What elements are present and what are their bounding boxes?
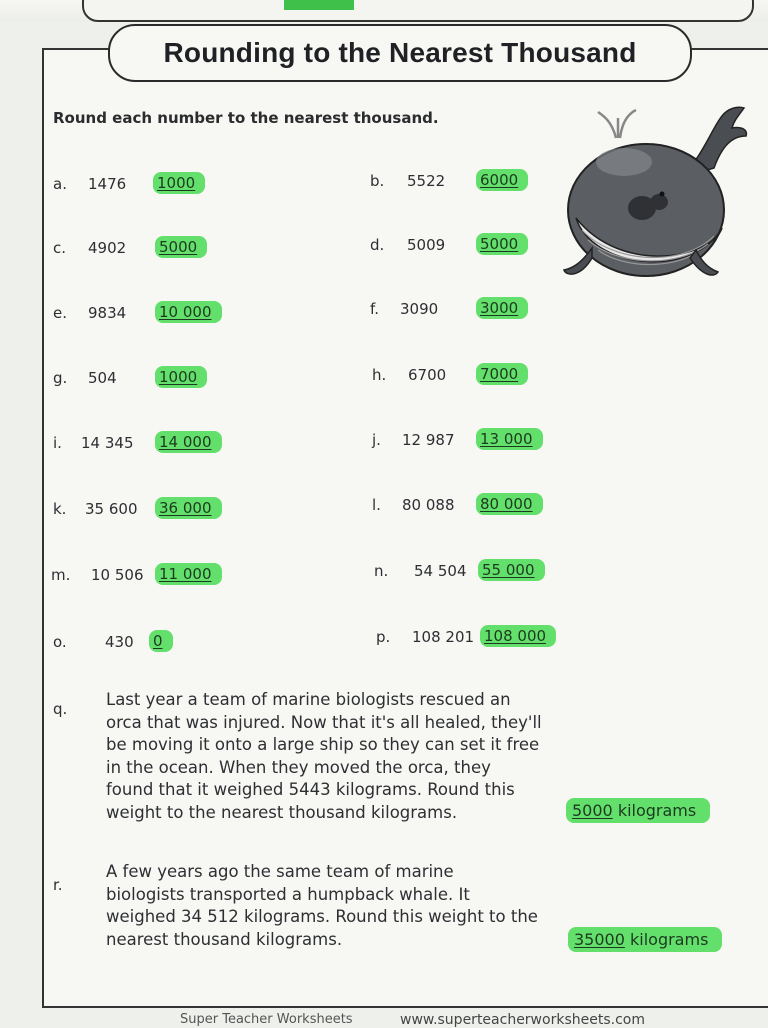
word-problem-letter: r. [53,876,63,894]
answer-unit: kilograms [617,801,697,820]
title-banner [108,24,692,82]
problem-number: 4902 [88,239,127,257]
text-line: found that it weighed 5443 kilograms. Round this [106,780,515,799]
flipped-page-banner [82,0,754,22]
problem-letter: p. [376,628,391,646]
text-line: nearest thousand kilograms. [106,929,343,949]
footer-brand: Super Teacher Worksheets [180,1012,353,1027]
text-line: orca that was injured. Now that it's all healed, they'll [106,712,542,732]
text-line: in the ocean. When they moved the orca, they [106,757,491,777]
problem-letter: a. [53,175,67,193]
word-problem-letter: q. [53,700,68,718]
problem-letter: l. [372,496,381,514]
problem-number: 12 987 [402,431,455,449]
problem-answer: 1000 [155,366,207,388]
problem-letter: e. [53,304,67,322]
problem-number: 35 600 [85,500,138,518]
word-problem-q-answer [566,798,710,823]
problem-number: 14 345 [81,434,134,452]
word-problem-r-text [106,861,538,951]
problem-number: 80 088 [402,496,455,514]
problem-answer: 10 000 [155,301,222,323]
text-line: A few years ago the same team of marine [106,862,454,881]
problem-answer: 36 000 [155,497,222,519]
problem-answer: 5000 [155,236,207,258]
instructions: Round each number to the nearest thousand. [53,109,439,127]
answer-number: 35000 [574,930,625,949]
text-line: weight to the nearest thousand kilograms. [106,802,458,822]
problem-answer: 55 000 [478,559,545,581]
problem-answer: 6000 [476,169,528,191]
word-problem-q-text [106,689,542,824]
problem-answer: 11 000 [155,563,222,585]
flipped-page-highlight [284,0,354,10]
answer-number: 5000 [572,801,613,820]
problem-answer: 108 000 [480,625,556,647]
text-line: weighed 34 512 kilograms. Round this weight to the [106,907,538,926]
problem-answer: 7000 [476,363,528,385]
problem-answer: 1000 [153,172,205,194]
page-title: Rounding to the Nearest Thousand [163,37,637,68]
text-line: biologists transported a humpback whale. It [106,884,470,904]
problem-letter: d. [370,236,385,254]
problem-number: 54 504 [414,562,467,580]
problem-answer: 14 000 [155,431,222,453]
answer-unit: kilograms [630,930,709,949]
problem-letter: n. [374,562,389,580]
problem-number: 6700 [408,366,447,384]
problem-answer: 3000 [476,297,528,319]
problem-letter: m. [51,566,71,584]
problem-answer: 5000 [476,233,528,255]
problem-letter: i. [53,434,62,452]
text-line: be moving it onto a large ship so they can set it free [106,735,540,754]
text-line: Last year a team of marine biologists rescued an [106,690,511,709]
problem-answer: 80 000 [476,493,543,515]
problem-answer: 0 [149,630,173,652]
problem-number: 10 506 [91,566,144,584]
problem-number: 5009 [407,236,446,254]
problem-answer: 13 000 [476,428,543,450]
problem-letter: j. [372,431,381,449]
word-problem-r-answer [568,927,722,952]
problem-number: 5522 [407,172,446,190]
problem-number: 108 201 [412,628,475,646]
problem-letter: o. [53,633,67,651]
problem-number: 1476 [88,175,127,193]
problem-letter: g. [53,369,68,387]
problem-letter: h. [372,366,387,384]
problem-letter: k. [53,500,67,518]
problem-number: 430 [105,633,134,651]
problem-number: 9834 [88,304,127,322]
problem-number: 3090 [400,300,439,318]
problem-letter: b. [370,172,385,190]
footer-url: www.superteacherworksheets.com [400,1012,645,1028]
problem-letter: c. [53,239,67,257]
problem-number: 504 [88,369,117,387]
whale-icon [562,98,752,284]
problem-letter: f. [370,300,379,318]
